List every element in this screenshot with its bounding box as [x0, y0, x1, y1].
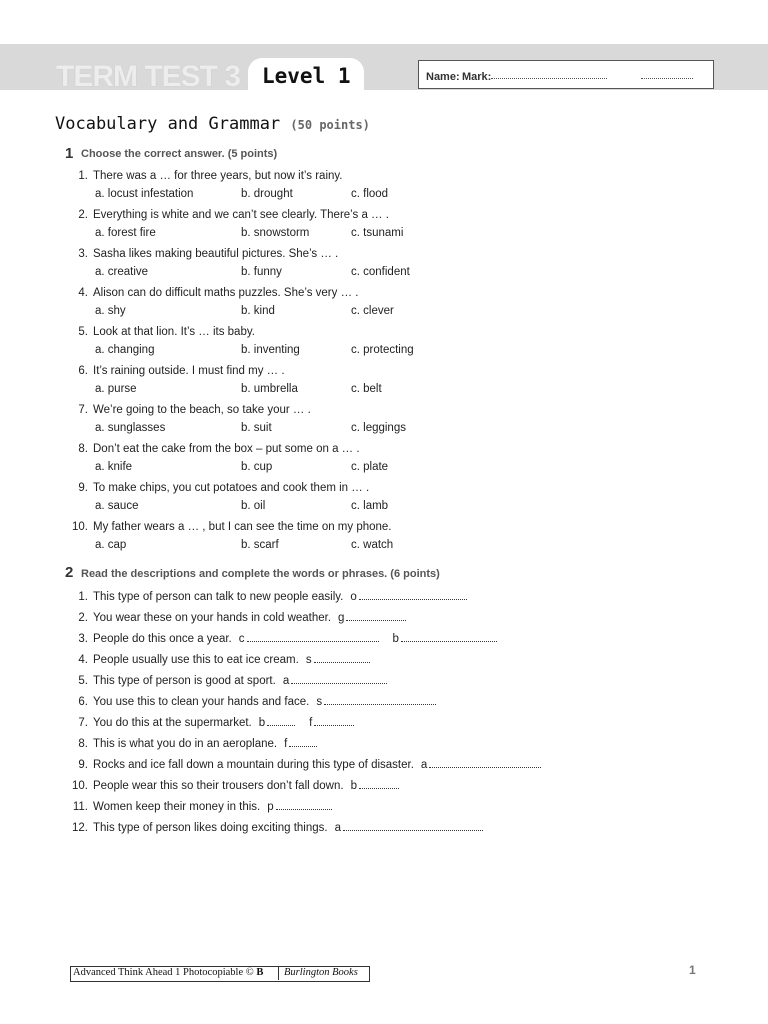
- first-letter: a: [334, 822, 342, 834]
- mark-field[interactable]: [641, 78, 693, 79]
- ex1-question: [70, 482, 369, 494]
- answer-blank[interactable]: [359, 590, 467, 600]
- section-points: (50 points): [290, 118, 370, 132]
- question-number: 10.: [72, 780, 88, 792]
- answer-option-b[interactable]: b. suit: [241, 422, 272, 434]
- test-title: TERM TEST 3: [56, 60, 241, 93]
- question-text: Alison can do difficult maths puzzles. She’s very … .: [93, 287, 359, 299]
- question-number: 12.: [72, 822, 88, 834]
- ex2-question: [70, 821, 483, 834]
- ex2-question: [70, 737, 317, 750]
- answer-option-c[interactable]: c. flood: [351, 188, 389, 200]
- answer-option-a[interactable]: a. shy: [95, 305, 126, 317]
- footer-brand: Burlington Books: [284, 967, 358, 978]
- answer-option-a[interactable]: a. forest fire: [95, 227, 156, 239]
- question-text: You do this at the supermarket.: [93, 717, 252, 729]
- question-text: People wear this so their trousers don’t fall down.: [93, 780, 344, 792]
- question-number: 9.: [78, 759, 88, 771]
- question-text: This type of person can talk to new people easily.: [93, 591, 344, 603]
- answer-option-b[interactable]: b. oil: [241, 500, 266, 512]
- question-number: 3.: [78, 633, 88, 645]
- footer-copyright-text: Advanced Think Ahead 1 Photocopiable ©: [73, 967, 254, 978]
- question-number: 10.: [72, 521, 88, 533]
- answer-option-b[interactable]: b. funny: [241, 266, 282, 278]
- answer-blank[interactable]: [267, 716, 295, 726]
- ex2-question: [70, 716, 354, 729]
- answer-option-c[interactable]: c. leggings: [351, 422, 406, 434]
- ex2-question: [70, 653, 370, 666]
- question-text: We’re going to the beach, so take your … .: [93, 404, 311, 416]
- answer-blank[interactable]: [343, 821, 483, 831]
- answer-option-c[interactable]: c. protecting: [351, 344, 414, 356]
- question-text: It’s raining outside. I must find my … .: [93, 365, 285, 377]
- question-number: 8.: [78, 738, 88, 750]
- question-text: People do this once a year.: [93, 633, 232, 645]
- name-mark-box: [418, 60, 714, 89]
- ex2-question: [70, 590, 467, 603]
- section-title-text: Vocabulary and Grammar: [55, 114, 281, 134]
- answer-blank[interactable]: [359, 779, 399, 789]
- ex2-question: [70, 779, 399, 792]
- answer-option-b[interactable]: b. cup: [241, 461, 273, 473]
- ex1-question: [70, 365, 285, 377]
- question-number: 4.: [78, 287, 88, 299]
- question-number: 11.: [72, 801, 88, 813]
- answer-option-a[interactable]: a. purse: [95, 383, 137, 395]
- question-text: You use this to clean your hands and face.: [93, 696, 310, 708]
- question-number: 4.: [78, 654, 88, 666]
- first-letter: c: [238, 633, 245, 645]
- first-letter: b: [350, 780, 357, 792]
- level-label: Level 1: [262, 64, 351, 88]
- question-number: 2.: [78, 209, 88, 221]
- question-number: 8.: [78, 443, 88, 455]
- answer-blank[interactable]: [276, 800, 332, 810]
- answer-blank[interactable]: [314, 653, 370, 663]
- question-number: 7.: [78, 717, 88, 729]
- answer-option-a[interactable]: a. creative: [95, 266, 149, 278]
- ex2-question: [70, 800, 332, 813]
- question-text: People usually use this to eat ice cream.: [93, 654, 299, 666]
- question-number: 6.: [78, 696, 88, 708]
- ex1-question: [70, 209, 389, 221]
- answer-option-b[interactable]: b. inventing: [241, 344, 300, 356]
- answer-option-c[interactable]: c. plate: [351, 461, 389, 473]
- answer-option-a[interactable]: a. sauce: [95, 500, 139, 512]
- answer-blank[interactable]: [401, 632, 497, 642]
- ex1-question: [70, 248, 338, 260]
- ex2-question: [70, 611, 406, 624]
- exercise-2-instruction: Read the descriptions and complete the words or phrases. (6 points): [81, 568, 440, 580]
- exercise-2-number: 2: [65, 564, 74, 581]
- question-text: My father wears a … , but I can see the time on my phone.: [93, 521, 392, 533]
- ex1-question: [70, 170, 343, 182]
- question-number: 5.: [78, 326, 88, 338]
- exercise-1-number: 1: [65, 145, 74, 162]
- answer-blank[interactable]: [429, 758, 541, 768]
- first-letter: a: [420, 759, 428, 771]
- mark-label: Mark:: [462, 71, 492, 83]
- first-letter: g: [338, 612, 345, 624]
- ex2-question: [70, 695, 436, 708]
- answer-option-c[interactable]: c. tsunami: [351, 227, 404, 239]
- answer-option-a[interactable]: a. knife: [95, 461, 133, 473]
- question-number: 2.: [78, 612, 88, 624]
- first-letter: o: [350, 591, 357, 603]
- answer-option-b[interactable]: b. scarf: [241, 539, 279, 551]
- brand-logo: B: [256, 967, 264, 978]
- footer-copyright: [73, 967, 263, 978]
- question-text: Look at that lion. It’s … its baby.: [93, 326, 255, 338]
- ex1-question: [70, 326, 255, 338]
- answer-blank[interactable]: [289, 737, 317, 747]
- first-letter: s: [305, 654, 312, 666]
- page-number: 1: [689, 963, 696, 977]
- question-text: To make chips, you cut potatoes and cook them in … .: [93, 482, 370, 494]
- ex1-question: [70, 443, 360, 455]
- question-text: Rocks and ice fall down a mountain during this type of disaster.: [93, 759, 414, 771]
- first-letter: s: [316, 696, 323, 708]
- question-text: Sasha likes making beautiful pictures. She’s … .: [93, 248, 339, 260]
- ex2-question: [70, 758, 541, 771]
- section-title: [55, 114, 370, 134]
- name-field[interactable]: [491, 78, 607, 79]
- question-text: This type of person likes doing exciting things.: [93, 822, 328, 834]
- first-letter: a: [282, 675, 290, 687]
- question-number: 7.: [78, 404, 88, 416]
- answer-option-a[interactable]: a. sunglasses: [95, 422, 166, 434]
- question-number: 3.: [78, 248, 88, 260]
- first-letter: f: [309, 717, 313, 729]
- question-text: There was a … for three years, but now it’s rainy.: [93, 170, 343, 182]
- question-number: 1.: [78, 170, 88, 182]
- ex1-question: [70, 287, 358, 299]
- ex2-question: [70, 632, 497, 645]
- ex1-question: [70, 404, 311, 416]
- answer-option-c[interactable]: c. belt: [351, 383, 382, 395]
- answer-option-a[interactable]: a. cap: [95, 539, 127, 551]
- question-number: 5.: [78, 675, 88, 687]
- answer-option-b[interactable]: b. snowstorm: [241, 227, 310, 239]
- question-text: You wear these on your hands in cold weather.: [93, 612, 332, 624]
- question-number: 9.: [78, 482, 88, 494]
- question-text: This is what you do in an aeroplane.: [93, 738, 278, 750]
- name-label: Name:: [426, 71, 460, 83]
- answer-option-b[interactable]: b. kind: [241, 305, 275, 317]
- question-text: Everything is white and we can’t see clearly. There’s a … .: [93, 209, 389, 221]
- first-letter: p: [267, 801, 274, 813]
- first-letter: b: [392, 633, 399, 645]
- answer-option-b[interactable]: b. drought: [241, 188, 293, 200]
- answer-blank[interactable]: [346, 611, 406, 621]
- ex2-question: [70, 674, 387, 687]
- ex1-question: [70, 521, 392, 533]
- answer-option-c[interactable]: c. lamb: [351, 500, 389, 512]
- answer-option-c[interactable]: c. clever: [351, 305, 394, 317]
- question-text: Don’t eat the cake from the box – put some on a … .: [93, 443, 360, 455]
- answer-option-a[interactable]: a. changing: [95, 344, 155, 356]
- answer-blank[interactable]: [247, 632, 379, 642]
- answer-blank[interactable]: [291, 674, 387, 684]
- answer-blank[interactable]: [324, 695, 436, 705]
- answer-option-c[interactable]: c. watch: [351, 539, 394, 551]
- question-number: 6.: [78, 365, 88, 377]
- exercise-1-instruction: Choose the correct answer. (5 points): [81, 148, 278, 160]
- first-letter: b: [258, 717, 266, 729]
- answer-option-b[interactable]: b. umbrella: [241, 383, 298, 395]
- question-text: Women keep their money in this.: [93, 801, 261, 813]
- answer-option-c[interactable]: c. confident: [351, 266, 410, 278]
- answer-option-a[interactable]: a. locust infestation: [95, 188, 194, 200]
- question-text: This type of person is good at sport.: [93, 675, 276, 687]
- answer-blank[interactable]: [314, 716, 354, 726]
- question-number: 1.: [78, 591, 88, 603]
- first-letter: f: [284, 738, 288, 750]
